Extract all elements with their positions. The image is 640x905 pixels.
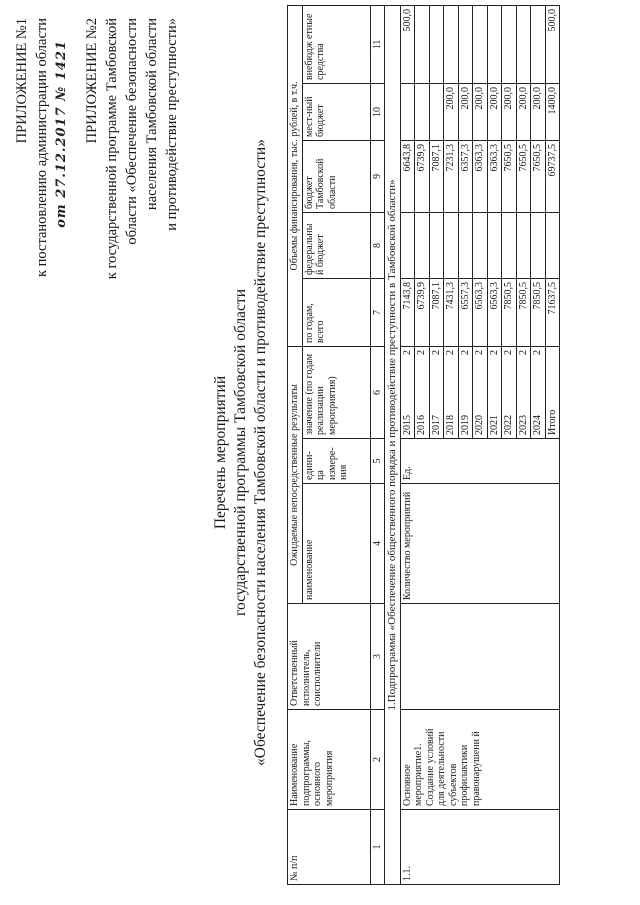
index-cell: 4 — [370, 484, 385, 604]
year-label: 2022 — [503, 415, 515, 435]
subprogram-title: 1.Подпрограмма «Обеспечение общественного порядка и противодействие преступности в Тамбовской области» — [385, 5, 401, 884]
program-line-3: населения Тамбовской области — [144, 18, 160, 211]
col-name-header: Наименование подпрограммы, основного мероприятия — [288, 710, 371, 810]
index-cell: 9 — [370, 141, 385, 213]
year-label: 2018 — [445, 415, 457, 435]
fin-total-cell: 7431,3 — [444, 279, 459, 347]
row-result-name: Количество мероприятий — [400, 484, 560, 604]
index-cell: 2 — [370, 710, 385, 810]
fin-local-cell: 200,0 — [444, 84, 459, 141]
measures-table — [287, 5, 560, 885]
fin-extra-cell: 500,0 — [400, 5, 415, 83]
fin-total-cell: 6557,3 — [458, 279, 473, 347]
fin-extra-cell — [473, 5, 488, 83]
doc-title-3: «Обеспечение безопасности населения Тамбовской области и противодействие преступности» — [252, 139, 269, 766]
year-value: 2 — [430, 350, 442, 355]
year-value-cell — [516, 347, 531, 439]
fin-federal-cell — [531, 213, 546, 279]
col-res-value-header: значение (по годам реализации мероприятия) — [302, 347, 370, 439]
col-num-header: № п/п — [288, 810, 371, 885]
fin-extra-cell — [516, 5, 531, 83]
year-label: 2015 — [401, 415, 413, 435]
appendix1-label: ПРИЛОЖЕНИЕ №1 — [14, 18, 30, 144]
col-fin-years-header: по годам, всего — [302, 279, 370, 347]
year-value: 2 — [517, 350, 529, 355]
fin-extra-cell — [429, 5, 444, 83]
fin-federal-cell — [400, 213, 415, 279]
fin-local-cell: 200,0 — [531, 84, 546, 141]
year-value: 2 — [474, 350, 486, 355]
fin-region-cell: 6357,3 — [458, 141, 473, 213]
col-exec-header: Ответственный исполнитель, соисполнители — [288, 604, 371, 710]
col-finance-header: Объемы финансирования, тыс. рублей, в т.ч. — [288, 5, 303, 346]
fin-region-cell: 6739,9 — [415, 141, 430, 213]
index-cell: 1 — [370, 810, 385, 885]
fin-federal-cell — [487, 213, 502, 279]
year-label: 2024 — [532, 415, 544, 435]
fin-local-cell: 200,0 — [516, 84, 531, 141]
header-row-1 — [288, 5, 303, 884]
program-line-4: и противодействие преступности» — [164, 18, 180, 231]
year-label: 2020 — [474, 415, 486, 435]
fin-total-cell: 7850,5 — [516, 279, 531, 347]
index-cell: 6 — [370, 347, 385, 439]
data-rows — [400, 5, 560, 884]
year-value: 2 — [503, 350, 515, 355]
fin-total-cell: 6739,9 — [415, 279, 430, 347]
col-fin-federal-header: федеральны й бюджет — [302, 213, 370, 279]
fin-extra-cell — [531, 5, 546, 83]
fin-extra-cell — [487, 5, 502, 83]
year-label: 2016 — [416, 415, 428, 435]
fin-local-cell: 200,0 — [487, 84, 502, 141]
fin-extra-cell — [444, 5, 459, 83]
year-value: 2 — [416, 350, 428, 355]
year-value-cell — [415, 347, 430, 439]
fin-region-cell: 7650,5 — [516, 141, 531, 213]
total-fin-local: 1400,0 — [545, 84, 560, 141]
handwritten-signature: от 27.12.2017 № 1421 — [54, 40, 69, 228]
year-value-cell — [531, 347, 546, 439]
fin-federal-cell — [516, 213, 531, 279]
fin-local-cell — [429, 84, 444, 141]
year-value: 2 — [401, 350, 413, 355]
fin-extra-cell — [502, 5, 517, 83]
fin-region-cell: 7650,5 — [531, 141, 546, 213]
index-row — [370, 5, 385, 884]
year-label: 2017 — [430, 415, 442, 435]
fin-federal-cell — [415, 213, 430, 279]
year-value-cell — [487, 347, 502, 439]
fin-total-cell: 6563,3 — [487, 279, 502, 347]
fin-local-cell: 200,0 — [458, 84, 473, 141]
index-cell: 11 — [370, 5, 385, 83]
row-executor — [400, 604, 560, 710]
fin-region-cell: 6363,3 — [487, 141, 502, 213]
total-fin-total: 71637,5 — [545, 279, 560, 347]
year-value-cell — [429, 347, 444, 439]
year-value: 2 — [459, 350, 471, 355]
fin-total-cell: 6563,3 — [473, 279, 488, 347]
col-res-name-header: наименование — [302, 484, 370, 604]
fin-local-cell — [415, 84, 430, 141]
year-value: 2 — [532, 350, 544, 355]
fin-federal-cell — [429, 213, 444, 279]
total-fin-region: 69737,5 — [545, 141, 560, 213]
index-cell: 5 — [370, 439, 385, 484]
fin-region-cell: 7650,5 — [502, 141, 517, 213]
fin-federal-cell — [444, 213, 459, 279]
decree-line: к постановлению администрации области — [34, 18, 50, 278]
fin-federal-cell — [502, 213, 517, 279]
row-number: 1.1. — [400, 810, 560, 885]
fin-local-cell — [400, 84, 415, 141]
fin-extra-cell — [415, 5, 430, 83]
year-label: 2019 — [459, 415, 471, 435]
year-value-cell — [502, 347, 517, 439]
col-results-header: Ожидаемые непосредственные результаты — [288, 347, 303, 604]
index-cell: 10 — [370, 84, 385, 141]
fin-region-cell: 6363,3 — [473, 141, 488, 213]
year-value: 2 — [488, 350, 500, 355]
row-result-unit: Ед. — [400, 439, 560, 484]
fin-region-cell: 7231,3 — [444, 141, 459, 213]
year-value-cell — [444, 347, 459, 439]
total-fin-federal — [545, 213, 560, 279]
fin-region-cell: 6643,8 — [400, 141, 415, 213]
index-cell: 3 — [370, 604, 385, 710]
col-res-unit-header: едини-ца измере-ния — [302, 439, 370, 484]
fin-total-cell: 7850,5 — [531, 279, 546, 347]
fin-local-cell: 200,0 — [502, 84, 517, 141]
program-line-2: области «Обеспечение безопасности — [124, 18, 140, 245]
row-measure-name: Основное мероприятие1. Создание условий для деятельности субъектов профилактики правонарушени й — [400, 710, 560, 810]
fin-federal-cell — [458, 213, 473, 279]
doc-title-2: государственной программы Тамбовской области — [232, 288, 249, 617]
fin-total-cell: 7850,5 — [502, 279, 517, 347]
year-label: 2023 — [517, 415, 529, 435]
doc-title-1: Перечень мероприятий — [212, 375, 229, 530]
total-label: Итого — [545, 347, 560, 439]
fin-total-cell: 7143,8 — [400, 279, 415, 347]
year-value-cell — [400, 347, 415, 439]
fin-total-cell: 7087,1 — [429, 279, 444, 347]
appendix2-label: ПРИЛОЖЕНИЕ №2 — [84, 18, 100, 144]
program-line-1: к государственной программе Тамбовской — [104, 18, 120, 280]
fin-region-cell: 7087,1 — [429, 141, 444, 213]
index-cell: 7 — [370, 279, 385, 347]
table-row — [400, 5, 415, 884]
year-value-cell — [458, 347, 473, 439]
section-row — [385, 5, 401, 884]
year-value-cell — [473, 347, 488, 439]
fin-extra-cell — [458, 5, 473, 83]
year-value: 2 — [445, 350, 457, 355]
total-fin-extra: 500,0 — [545, 5, 560, 83]
col-fin-region-header: бюджет Тамбовской области — [302, 141, 370, 213]
col-fin-local-header: мест-ный бюджет — [302, 84, 370, 141]
index-cell: 8 — [370, 213, 385, 279]
col-fin-extra-header: внебюдж етные средства — [302, 5, 370, 83]
year-label: 2021 — [488, 415, 500, 435]
fin-local-cell: 200,0 — [473, 84, 488, 141]
fin-federal-cell — [473, 213, 488, 279]
